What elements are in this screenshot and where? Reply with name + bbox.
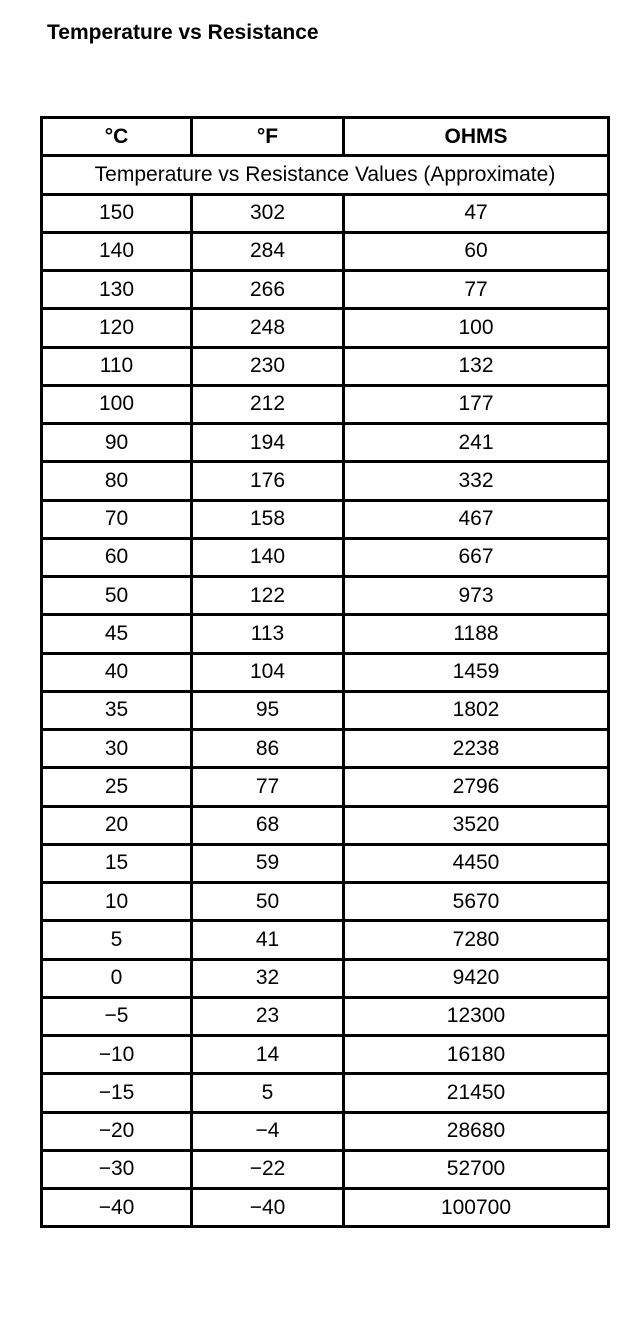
cell-ohms: 47 (344, 194, 609, 232)
table-row (42, 959, 609, 997)
cell-ohms: 467 (344, 500, 609, 538)
cell-fahrenheit: 113 (192, 615, 344, 653)
caption-row (42, 156, 609, 194)
table-row (42, 347, 609, 385)
cell-ohms: 100700 (344, 1189, 609, 1227)
cell-fahrenheit: 59 (192, 844, 344, 882)
cell-fahrenheit: 140 (192, 538, 344, 576)
table-row (42, 271, 609, 309)
table-row (42, 1074, 609, 1112)
table-row (42, 1150, 609, 1188)
cell-fahrenheit: 95 (192, 691, 344, 729)
cell-ohms: 52700 (344, 1150, 609, 1188)
cell-ohms: 241 (344, 424, 609, 462)
cell-celsius: 140 (42, 232, 192, 270)
cell-fahrenheit: 86 (192, 730, 344, 768)
cell-fahrenheit: 23 (192, 997, 344, 1035)
cell-fahrenheit: 176 (192, 462, 344, 500)
table-row (42, 691, 609, 729)
cell-ohms: 177 (344, 385, 609, 423)
table-row (42, 194, 609, 232)
cell-ohms: 21450 (344, 1074, 609, 1112)
cell-ohms: 2238 (344, 730, 609, 768)
table-row (42, 538, 609, 576)
cell-celsius: 130 (42, 271, 192, 309)
cell-celsius: −30 (42, 1150, 192, 1188)
cell-fahrenheit: 194 (192, 424, 344, 462)
cell-ohms: 2796 (344, 768, 609, 806)
cell-fahrenheit: −40 (192, 1189, 344, 1227)
cell-celsius: 110 (42, 347, 192, 385)
cell-ohms: 12300 (344, 997, 609, 1035)
cell-ohms: 9420 (344, 959, 609, 997)
cell-celsius: 5 (42, 921, 192, 959)
table-row (42, 1189, 609, 1227)
cell-fahrenheit: 266 (192, 271, 344, 309)
table-row (42, 500, 609, 538)
cell-ohms: 1188 (344, 615, 609, 653)
table-row (42, 424, 609, 462)
table-header (42, 118, 609, 195)
cell-fahrenheit: 158 (192, 500, 344, 538)
table-row (42, 615, 609, 653)
cell-ohms: 100 (344, 309, 609, 347)
table-row (42, 806, 609, 844)
cell-fahrenheit: −4 (192, 1112, 344, 1150)
cell-celsius: 90 (42, 424, 192, 462)
table-row (42, 1112, 609, 1150)
cell-ohms: 667 (344, 538, 609, 576)
cell-celsius: 70 (42, 500, 192, 538)
header-ohms: OHMS (344, 118, 609, 156)
cell-fahrenheit: 32 (192, 959, 344, 997)
cell-celsius: 0 (42, 959, 192, 997)
cell-celsius: 120 (42, 309, 192, 347)
cell-fahrenheit: 14 (192, 1036, 344, 1074)
cell-celsius: 80 (42, 462, 192, 500)
cell-fahrenheit: 122 (192, 577, 344, 615)
cell-fahrenheit: −22 (192, 1150, 344, 1188)
cell-celsius: 35 (42, 691, 192, 729)
cell-fahrenheit: 68 (192, 806, 344, 844)
cell-celsius: 15 (42, 844, 192, 882)
table-row (42, 385, 609, 423)
header-fahrenheit: °F (192, 118, 344, 156)
header-row (42, 118, 609, 156)
table-row (42, 1036, 609, 1074)
cell-ohms: 77 (344, 271, 609, 309)
cell-ohms: 1459 (344, 653, 609, 691)
cell-celsius: −15 (42, 1074, 192, 1112)
cell-celsius: 50 (42, 577, 192, 615)
cell-celsius: 60 (42, 538, 192, 576)
cell-ohms: 60 (344, 232, 609, 270)
table-caption: Temperature vs Resistance Values (Approximate) (42, 156, 609, 194)
cell-celsius: 150 (42, 194, 192, 232)
cell-fahrenheit: 230 (192, 347, 344, 385)
cell-fahrenheit: 41 (192, 921, 344, 959)
table-row (42, 232, 609, 270)
cell-ohms: 16180 (344, 1036, 609, 1074)
table-row (42, 997, 609, 1035)
page-title: Temperature vs Resistance (47, 21, 319, 44)
cell-ohms: 3520 (344, 806, 609, 844)
cell-ohms: 7280 (344, 921, 609, 959)
cell-ohms: 332 (344, 462, 609, 500)
cell-celsius: 20 (42, 806, 192, 844)
table-row (42, 768, 609, 806)
cell-fahrenheit: 284 (192, 232, 344, 270)
cell-ohms: 1802 (344, 691, 609, 729)
cell-ohms: 5670 (344, 883, 609, 921)
cell-fahrenheit: 77 (192, 768, 344, 806)
cell-celsius: 40 (42, 653, 192, 691)
table-row (42, 653, 609, 691)
table-row (42, 462, 609, 500)
cell-fahrenheit: 50 (192, 883, 344, 921)
table-row (42, 309, 609, 347)
cell-ohms: 28680 (344, 1112, 609, 1150)
cell-celsius: 100 (42, 385, 192, 423)
cell-ohms: 4450 (344, 844, 609, 882)
cell-celsius: −40 (42, 1189, 192, 1227)
cell-ohms: 132 (344, 347, 609, 385)
temperature-resistance-table (40, 116, 610, 1228)
cell-celsius: 30 (42, 730, 192, 768)
cell-fahrenheit: 212 (192, 385, 344, 423)
cell-celsius: −10 (42, 1036, 192, 1074)
table-row (42, 844, 609, 882)
cell-celsius: −5 (42, 997, 192, 1035)
cell-celsius: 25 (42, 768, 192, 806)
cell-fahrenheit: 302 (192, 194, 344, 232)
cell-celsius: 45 (42, 615, 192, 653)
cell-celsius: −20 (42, 1112, 192, 1150)
cell-ohms: 973 (344, 577, 609, 615)
table-row (42, 883, 609, 921)
table-body (42, 194, 609, 1227)
cell-celsius: 10 (42, 883, 192, 921)
table-row (42, 921, 609, 959)
cell-fahrenheit: 104 (192, 653, 344, 691)
header-celsius: °C (42, 118, 192, 156)
cell-fahrenheit: 5 (192, 1074, 344, 1112)
table-row (42, 730, 609, 768)
table-row (42, 577, 609, 615)
cell-fahrenheit: 248 (192, 309, 344, 347)
